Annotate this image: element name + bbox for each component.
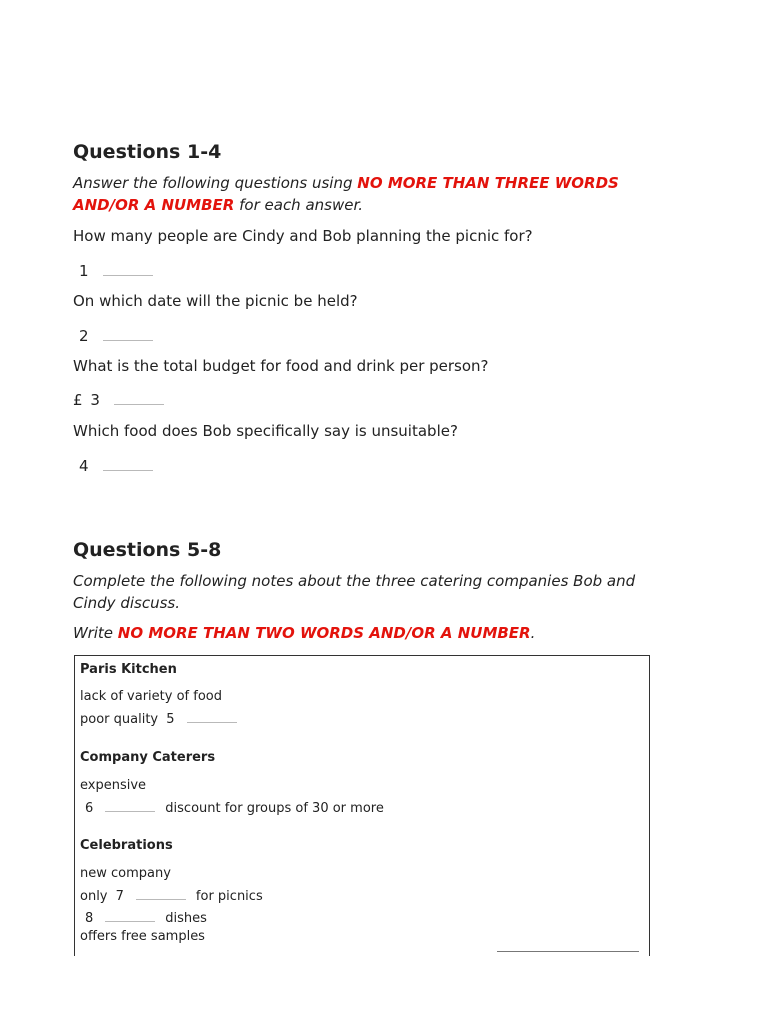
answer-blank-5[interactable] [187,710,237,723]
question-3-text: What is the total budget for food and drink per person? [73,357,489,375]
section2-instruction: Complete the following notes about the three catering companies Bob and Cindy discuss. [73,572,636,612]
pound-sign: £ [73,391,83,409]
answer-blank-7[interactable] [136,887,186,900]
paris-line-2: poor quality 5 [80,710,247,727]
question-1-text: How many people are Cindy and Bob planning the picnic for? [73,227,533,245]
company-caterers-title: Company Caterers [80,750,216,765]
section2-write-instruction: Write NO MORE THAN TWO WORDS AND/OR A NUMBER. [73,624,536,642]
answer-number: 2 [79,327,89,345]
answer-number: 3 [90,391,100,409]
answer-4[interactable] [79,456,153,475]
answer-number: 1 [79,262,89,280]
section2-title: Questions 5-8 [73,539,222,561]
paris-kitchen-title: Paris Kitchen [80,662,177,677]
answer-number-7: 7 [115,889,124,904]
answer-blank[interactable] [103,456,153,471]
question-4-text: Which food does Bob specifically say is unsuitable? [73,422,458,440]
answer-1[interactable] [79,261,153,280]
box-corner-tick [74,950,75,954]
company-line-1: expensive [80,778,147,793]
section2-write-highlight: NO MORE THAN TWO WORDS AND/OR A NUMBER [117,624,531,642]
answer-number-5: 5 [166,712,175,727]
section1-instruction-highlight: NO MORE THAN THREE WORDS AND/OR A NUMBER [73,174,619,214]
notes-box [74,655,650,956]
celebrations-line-2: only 7 for picnics [80,889,263,904]
answer-blank[interactable] [114,390,164,405]
answer-blank-6[interactable] [105,799,155,812]
answer-number-8: 8 [85,911,94,926]
footer-rule [497,951,639,952]
answer-blank-8[interactable] [105,909,155,922]
answer-blank[interactable] [103,261,153,276]
answer-blank[interactable] [103,326,153,341]
section1-title: Questions 1-4 [73,141,222,163]
celebrations-line-1: new company [80,866,171,881]
answer-number-6: 6 [85,801,94,816]
answer-number: 4 [79,457,89,475]
section1-instruction: Answer the following questions using NO MORE THAN THREE WORDS AND/OR A NUMBER for each answer. [73,174,619,214]
paris-line-1: lack of variety of food [80,689,222,704]
celebrations-line-3: 8 dishes [85,911,207,926]
answer-3[interactable] [73,390,164,409]
celebrations-title: Celebrations [80,838,173,853]
company-line-2: 6 discount for groups of 30 or more [85,801,384,816]
celebrations-line-4: offers free samples [80,929,205,944]
answer-2[interactable] [79,326,153,345]
question-2-text: On which date will the picnic be held? [73,292,358,310]
